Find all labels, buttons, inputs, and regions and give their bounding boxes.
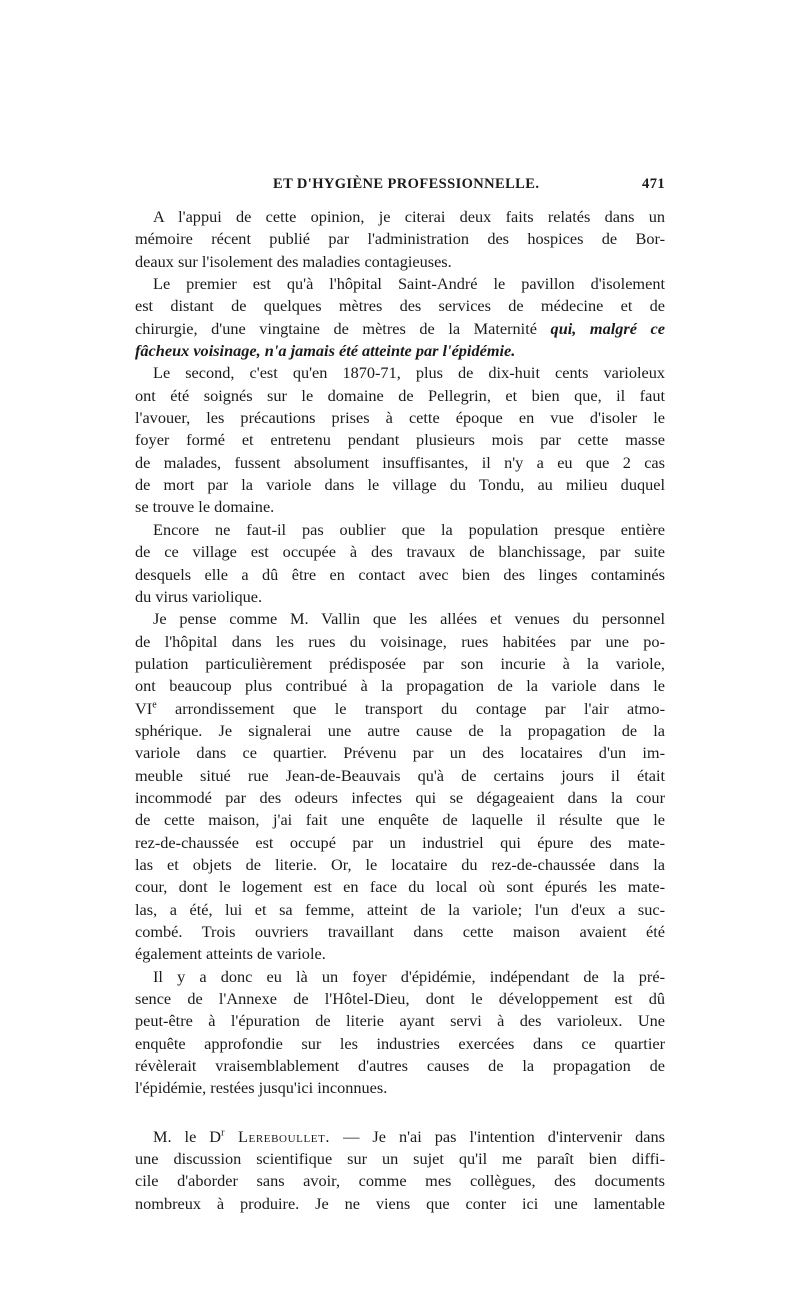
text-line: deaux sur l'isolement des maladies contagieuses. — [135, 251, 452, 271]
text-line: est distant de quelques mètres des services de médecine et de — [135, 296, 665, 316]
italic-emphasis: qui, malgré ce — [550, 318, 665, 338]
text-line: de cette maison, j'ai fait une enquête de laquelle il résulte que le — [135, 810, 665, 830]
text-line: combé. Trois ouvriers travaillant dans cette maison avaient été — [135, 922, 665, 941]
paragraph-gap — [135, 1100, 665, 1126]
text-line: mémoire récent publié par l'administration des hospices de Bor- — [135, 229, 665, 249]
text-line: ont beaucoup plus contribué à la propagation de la variole dans le — [135, 676, 665, 696]
text-line: Le second, c'est qu'en 1870-71, plus de dix-huit cents varioleux — [153, 363, 665, 383]
text-line: ont été soignés sur le domaine de Pellegrin, et bien que, il faut — [135, 385, 665, 405]
text-line: A l'appui de cette opinion, je citerai deux faits relatés dans un — [153, 207, 665, 226]
text-line: Le premier est qu'à l'hôpital Saint-André le pavillon d'isolement — [153, 274, 665, 294]
text-line: foyer formé et entretenu pendant plusieurs mois par cette masse — [135, 430, 665, 450]
text-line: sphérique. Je signalerai une autre cause de la propagation de la — [135, 720, 665, 740]
text-line: cour, dont le logement est en face du local où sont épurés les mate- — [135, 877, 665, 897]
superscript: e — [152, 699, 157, 711]
text-line: de malades, fussent absolument insuffisantes, il n'y a eu que 2 cas — [135, 452, 665, 472]
text-line: meuble situé rue Jean-de-Beauvais qu'à de certains jours il était — [135, 765, 665, 785]
text-segment: arrondissement que le transport du contage par l'air atmo- — [156, 698, 665, 718]
text-segment: chirurgie, d'une vingtaine de mètres de la Maternité — [135, 318, 551, 338]
text-line: pulation particulièrement prédisposée par son incurie à la variole, — [135, 653, 665, 673]
text-line: nombreux à produire. Je ne viens que conter ici une lamentable — [135, 1193, 665, 1213]
text-line: révèlerait vraisemblablement d'autres causes de la propagation de — [135, 1056, 665, 1076]
text-line: Il y a donc eu là un foyer d'épidémie, indépendant de la pré- — [153, 966, 665, 986]
running-header — [135, 176, 665, 198]
text-line: de mort par la variole dans le village du Tondu, au milieu duquel — [135, 475, 665, 495]
text-line: du virus variolique. — [135, 586, 263, 606]
running-title: ET D'HYGIÈNE PROFESSIONNELLE. — [273, 176, 540, 192]
text-line: incommodé par des odeurs infectes qui se dégageaient dans la cour — [135, 787, 665, 807]
text-line — [135, 318, 665, 340]
text-line: Je pense comme M. Vallin que les allées et venues du personnel — [153, 609, 665, 629]
text-line — [135, 1126, 665, 1148]
superscript: r — [221, 1127, 225, 1139]
text-line: de l'hôpital dans les rues du voisinage, rues habitées par une po- — [135, 631, 665, 651]
text-line: également atteints de variole. — [135, 944, 326, 964]
text-line: sence de l'Annexe de l'Hôtel-Dieu, dont le développement est dû — [135, 989, 665, 1009]
text-line: las et objets de literie. Or, le locataire du rez-de-chaussée dans la — [135, 854, 665, 874]
text-line: rez-de-chaussée est occupé par un industriel qui épure des mate- — [135, 832, 665, 852]
text-line: se trouve le domaine. — [135, 497, 275, 517]
roman-numeral: VI — [135, 698, 153, 718]
text-line: l'épidémie, restées jusqu'ici inconnues. — [135, 1078, 388, 1098]
text-line: une discussion scientifique sur un sujet qu'il me paraît bien diffi- — [135, 1149, 665, 1169]
text-line: cile d'aborder sans avoir, comme mes collègues, des documents — [135, 1171, 665, 1191]
text-line: enquête approfondie sur les industries exercées dans ce quartier — [135, 1033, 665, 1053]
italic-emphasis-line: fâcheux voisinage, n'a jamais été atteinte par l'épidémie. — [135, 341, 516, 361]
text-line: Encore ne faut-il pas oublier que la population presque entière — [153, 519, 665, 539]
text-segment: M. le D — [153, 1126, 222, 1146]
speaker-name: Lereboullet. — [224, 1126, 331, 1146]
text-line — [135, 698, 665, 720]
text-line: las, a été, lui et sa femme, atteint de la variole; l'un d'eux a suc- — [135, 899, 665, 919]
body-text — [135, 206, 665, 1215]
text-line: variole dans ce quartier. Prévenu par un des locataires d'un im- — [135, 743, 665, 763]
text-line: desquels elle a dû être en contact avec bien des linges contaminés — [135, 564, 665, 584]
page-number: 471 — [642, 176, 665, 192]
text-segment: — Je n'ai pas l'intention d'intervenir dans — [330, 1126, 666, 1146]
text-line: de ce village est occupée à des travaux de blanchissage, par suite — [135, 542, 665, 562]
text-line: peut-être à l'épuration de literie ayant servi à des varioleux. Une — [135, 1011, 665, 1031]
text-line: l'avouer, les précautions prises à cette époque en vue d'isoler le — [135, 408, 665, 428]
